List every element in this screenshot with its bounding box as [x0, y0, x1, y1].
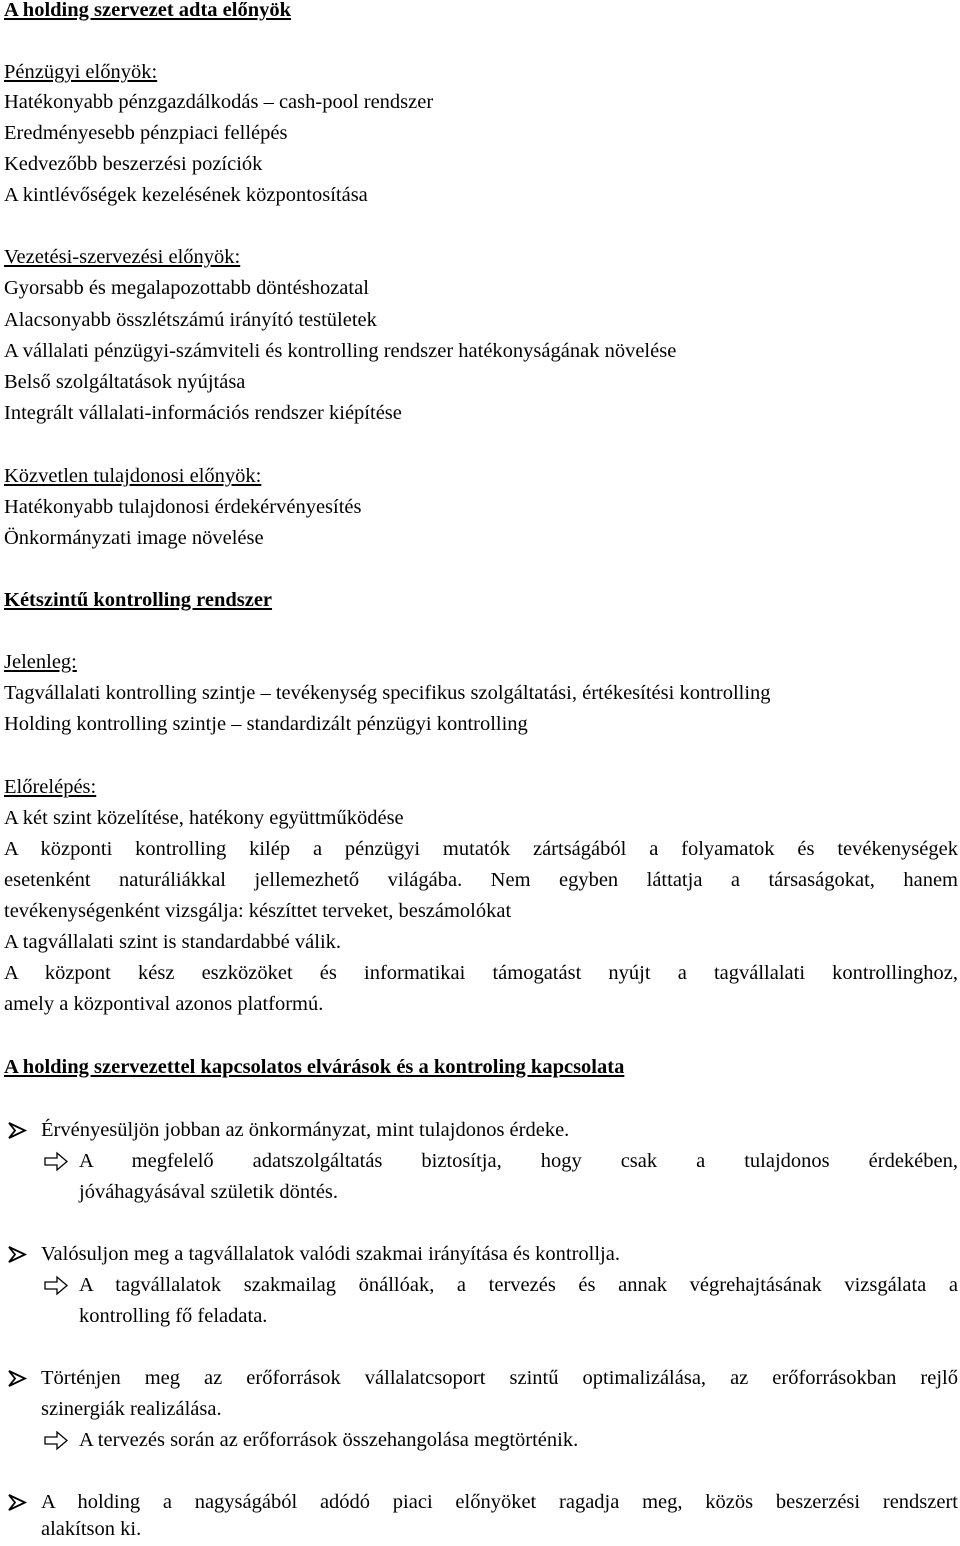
- progress-paragraph-line: esetenként naturáliákkal jellemezhető világába. Nem egyben láttatja a társaságokat, hanem: [4, 869, 958, 891]
- progress-paragraph-line: tevékenységenként vizsgálja: készíttet terveket, beszámolókat: [4, 900, 512, 922]
- progress-paragraph-line: A központi kontrolling kilép a pénzügyi mutatók zártságából a folyamatok és tevékenységek: [4, 838, 958, 860]
- progress-paragraph-line: amely a központival azonos platformú.: [4, 993, 324, 1015]
- outline-right-arrow-icon: [43, 1270, 71, 1301]
- bullet-text: szinergiák realizálása.: [41, 1398, 222, 1420]
- management-heading: Vezetési-szervezési előnyök:: [4, 246, 241, 268]
- progress-line: A két szint közelítése, hatékony együttműködése: [4, 807, 404, 829]
- ownership-heading: Közvetlen tulajdonosi előnyök:: [4, 465, 262, 487]
- current-heading: Jelenleg:: [4, 651, 77, 673]
- outline-right-arrow-icon: [43, 1146, 71, 1177]
- management-item: Integrált vállalati-információs rendszer kiépítése: [4, 402, 402, 424]
- bullet-text: Érvényesüljön jobban az önkormányzat, mint tulajdonos érdeke.: [41, 1119, 570, 1141]
- progress-heading: Előrelépés:: [4, 776, 97, 798]
- expectations-title: A holding szervezettel kapcsolatos elvárások és a kontroling kapcsolata: [4, 1056, 625, 1078]
- arrowhead-bullet-icon: [6, 1239, 30, 1270]
- arrow-text: A tagvállalatok szakmailag önállóak, a tervezés és annak végrehajtásának vizsgálata a: [79, 1274, 958, 1296]
- bullet-text: Valósuljon meg a tagvállalatok valódi szakmai irányítása és kontrollja.: [41, 1243, 620, 1265]
- financial-item: A kintlévőségek kezelésének központosítása: [4, 184, 368, 206]
- financial-item: Eredményesebb pénzpiaci fellépés: [4, 122, 288, 144]
- bullet-text: alakítson ki.: [41, 1518, 142, 1540]
- ownership-item: Hatékonyabb tulajdonosi érdekérvényesítés: [4, 496, 362, 518]
- arrowhead-bullet-icon: [6, 1115, 30, 1146]
- arrowhead-bullet-icon: [6, 1363, 30, 1394]
- management-item: Gyorsabb és megalapozottabb döntéshozatal: [4, 277, 369, 299]
- controlling-title: Kétszintű kontrolling rendszer: [4, 589, 273, 611]
- current-item: Tagvállalati kontrolling szintje – tevékenység specifikus szolgáltatási, értékesítési kontrolling: [4, 682, 771, 704]
- financial-item: Hatékonyabb pénzgazdálkodás – cash-pool rendszer: [4, 91, 434, 113]
- management-item: A vállalati pénzügyi-számviteli és kontrolling rendszer hatékonyságának növelése: [4, 340, 677, 362]
- financial-heading: Pénzügyi előnyök:: [4, 61, 158, 83]
- arrow-text: kontrolling fő feladata.: [79, 1305, 268, 1327]
- current-item: Holding kontrolling szintje – standardizált pénzügyi kontrolling: [4, 713, 528, 735]
- progress-paragraph-line: A központ kész eszközöket és informatikai támogatást nyújt a tagvállalati kontrollinghoz,: [4, 962, 958, 984]
- page-title: A holding szervezet adta előnyök: [4, 0, 291, 21]
- arrowhead-bullet-icon: [6, 1487, 30, 1518]
- bullet-text: Történjen meg az erőforrások vállalatcsoport szintű optimalizálása, az erőforrásokban rejlő: [41, 1367, 958, 1389]
- management-item: Belső szolgáltatások nyújtása: [4, 371, 246, 393]
- outline-right-arrow-icon: [43, 1425, 71, 1456]
- progress-line: A tagvállalati szint is standardabbé válik.: [4, 931, 342, 953]
- financial-item: Kedvezőbb beszerzési pozíciók: [4, 153, 263, 175]
- arrow-text: A megfelelő adatszolgáltatás biztosítja, hogy csak a tulajdonos érdekében,: [79, 1150, 958, 1172]
- arrow-text: jóváhagyásával születik döntés.: [79, 1181, 339, 1203]
- ownership-item: Önkormányzati image növelése: [4, 527, 264, 549]
- bullet-text: A holding a nagyságából adódó piaci előnyöket ragadja meg, közös beszerzési rendszert: [41, 1491, 958, 1513]
- arrow-text: A tervezés során az erőforrások összehangolása megtörténik.: [79, 1429, 579, 1451]
- management-item: Alacsonyabb összlétszámú irányító testületek: [4, 309, 377, 331]
